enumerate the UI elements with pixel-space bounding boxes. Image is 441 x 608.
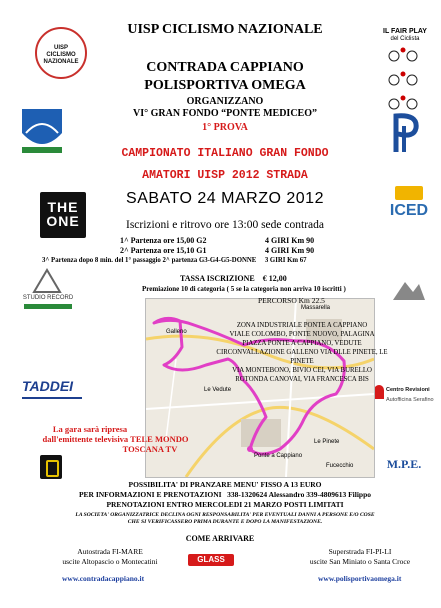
- map-place-galleno: Galleno: [166, 329, 187, 335]
- event-date: SABATO 24 MARZO 2012: [126, 190, 324, 207]
- premiazione-text: Premiazione 10 di categoria ( 5 se la categoria non arriva 10 iscritti ): [142, 285, 346, 293]
- studio-icon: [32, 268, 62, 294]
- prenotazioni-text: PRENOTAZIONI ENTRO MERCOLEDI 21 MARZO POSTI LIMITATI: [106, 500, 344, 509]
- mpe-text: M.P.E.: [386, 457, 422, 471]
- small-logo-left: [40, 455, 62, 479]
- fairplay-logo: [378, 28, 432, 120]
- pranzo-text: POSSIBILITA' DI PRANZARE MENU' FISSO A 13 EURO: [128, 480, 322, 489]
- percorso-line-4: CIRCONVALLAZIONE GALLENO VIA DLLE PINETE, LE PINETE: [216, 349, 388, 365]
- polisportiva-p-logo: [384, 112, 424, 154]
- percorso-line-3: PIAZZA PONTE A CAPPIANO, VEDUTE: [242, 340, 362, 347]
- iscrizioni-text: Iscrizioni e ritrovo ore 13:00 sede contrada: [126, 219, 324, 231]
- map-place-pinete: Le Pinete: [314, 439, 340, 445]
- partenza-1-giri: 4 GIRI Km 90: [265, 236, 315, 245]
- fairplay-title: IL FAIR PLAY: [383, 28, 427, 35]
- percorso-line-2: VIALE COLOMBO, PONTE NUOVO, PALAGINA: [229, 331, 375, 338]
- disclaimer-line-1: LA SOCIETA' ORGANIZZATRICE DECLINA OGNI RESPONSABILITA' PER EVENTUALI DANNI A PERSONE E/O COSE: [75, 512, 375, 518]
- organizzano-label: ORGANIZZANO: [186, 96, 264, 107]
- centro-revisioni-logo: [374, 385, 434, 419]
- polisportiva-title: POLISPORTIVA OMEGA: [144, 78, 306, 93]
- superstrada-title: Superstrada FI-PI-LI: [328, 547, 392, 556]
- studio-record-logo: [18, 268, 78, 312]
- partenza-2-giri: 4 GIRI Km 90: [265, 246, 315, 255]
- contrada-title: CONTRADA CAPPIANO: [146, 60, 304, 75]
- iced-logo: [385, 186, 433, 230]
- percorso-description: [212, 321, 392, 384]
- map-place-massarella: Massarella: [301, 305, 331, 311]
- partenza-2: 2^ Partenza ore 15,10 G1: [120, 246, 207, 255]
- fairplay-sub: del Ciclista: [390, 36, 420, 42]
- region-emblem-icon: [18, 103, 66, 155]
- right-mid-logo: [391, 276, 427, 302]
- mountain-icon: [391, 276, 427, 302]
- url-contrada-link[interactable]: www.contradacappiano.it: [62, 574, 145, 583]
- come-arrivare-title: COME ARRIVARE: [185, 534, 255, 543]
- amatori-title: AMATORI UISP 2012 STRADA: [142, 169, 308, 182]
- disclaimer-line-2: CHE SI VERIFICASSERO PRIMA DURANTE E DOPO LA MANIFESTAZIONE.: [127, 519, 323, 525]
- glass-text: GLASS: [197, 555, 225, 564]
- theone-text: THE ONE: [46, 199, 80, 229]
- event-title: VI° GRAN FONDO “PONTE MEDICEO”: [132, 108, 317, 119]
- org-title: UISP CICLISMO NAZIONALE: [127, 22, 323, 37]
- percorso-line-6: ROTONDA CANOVAI, VIA FRANCESCA BIS: [235, 376, 369, 383]
- prova-label: 1° PROVA: [202, 122, 248, 133]
- cyclist-icons: [386, 46, 424, 118]
- centro-sub: Autofficina Serafino: [386, 397, 434, 403]
- tv-line-3: TOSCANA TV: [122, 444, 178, 454]
- percorso-label: PERCORSO Km 22.5: [258, 296, 325, 305]
- region-logo: [18, 103, 66, 155]
- iced-text: ICED: [389, 202, 429, 219]
- glass-logo: [188, 554, 234, 566]
- mpe-logo: [384, 451, 424, 481]
- p-logo-icon: [384, 112, 424, 154]
- partenza-3: 3^ Partenza dopo 8 min. del 1° passaggio 2^ partenza G3-G4-G5-DONNE 3 GIRI Km 67: [42, 257, 307, 264]
- studio-text: STUDIO RECORD: [22, 295, 74, 301]
- map-place-vedute: Le Vedute: [204, 387, 232, 393]
- theone-logo: [40, 192, 86, 238]
- url-polisportiva-link[interactable]: www.polisportivaomega.it: [318, 574, 402, 583]
- taddei-logo: [22, 378, 82, 408]
- percorso-line-1: ZONA INDUSTRIALE PONTE A CAPPIANO: [236, 322, 368, 329]
- taddei-text: TADDEI: [22, 378, 74, 394]
- uisp-logo-text: UISP CICLISMO NAZIONALE: [43, 45, 79, 65]
- info-text: PER INFORMAZIONI E PRENOTAZIONI 338-1320624 Alessandro 339-4809613 Filippo: [78, 490, 372, 499]
- tassa-iscrizione: TASSA ISCRIZIONE € 12,00: [180, 274, 287, 283]
- map-place-cappiano: Ponte a Cappiano: [254, 453, 303, 459]
- autostrada-title: Autostrada FI-MARE: [77, 547, 143, 556]
- map-place-fucecchio: Fucecchio: [326, 463, 354, 469]
- uisp-logo: [35, 27, 87, 79]
- campionato-title: CAMPIONATO ITALIANO GRAN FONDO: [121, 147, 329, 160]
- partenza-1: 1^ Partenza ore 15,00 G2: [120, 236, 207, 245]
- centro-text: Centro Revisioni: [386, 387, 430, 393]
- tv-line-1: La gara sarà ripresa: [52, 424, 128, 434]
- percorso-line-5: VIA MONTEBONO, BIVIO CEI, VIA BURELLO: [232, 367, 372, 374]
- tv-line-2: dall'emittente televisiva TELE MONDO: [42, 434, 189, 444]
- superstrada-sub: uscite San Miniato o Santa Croce: [309, 557, 411, 566]
- autostrada-sub: uscite Altopascio o Montecatini: [62, 557, 158, 566]
- disclaimer: [55, 512, 395, 526]
